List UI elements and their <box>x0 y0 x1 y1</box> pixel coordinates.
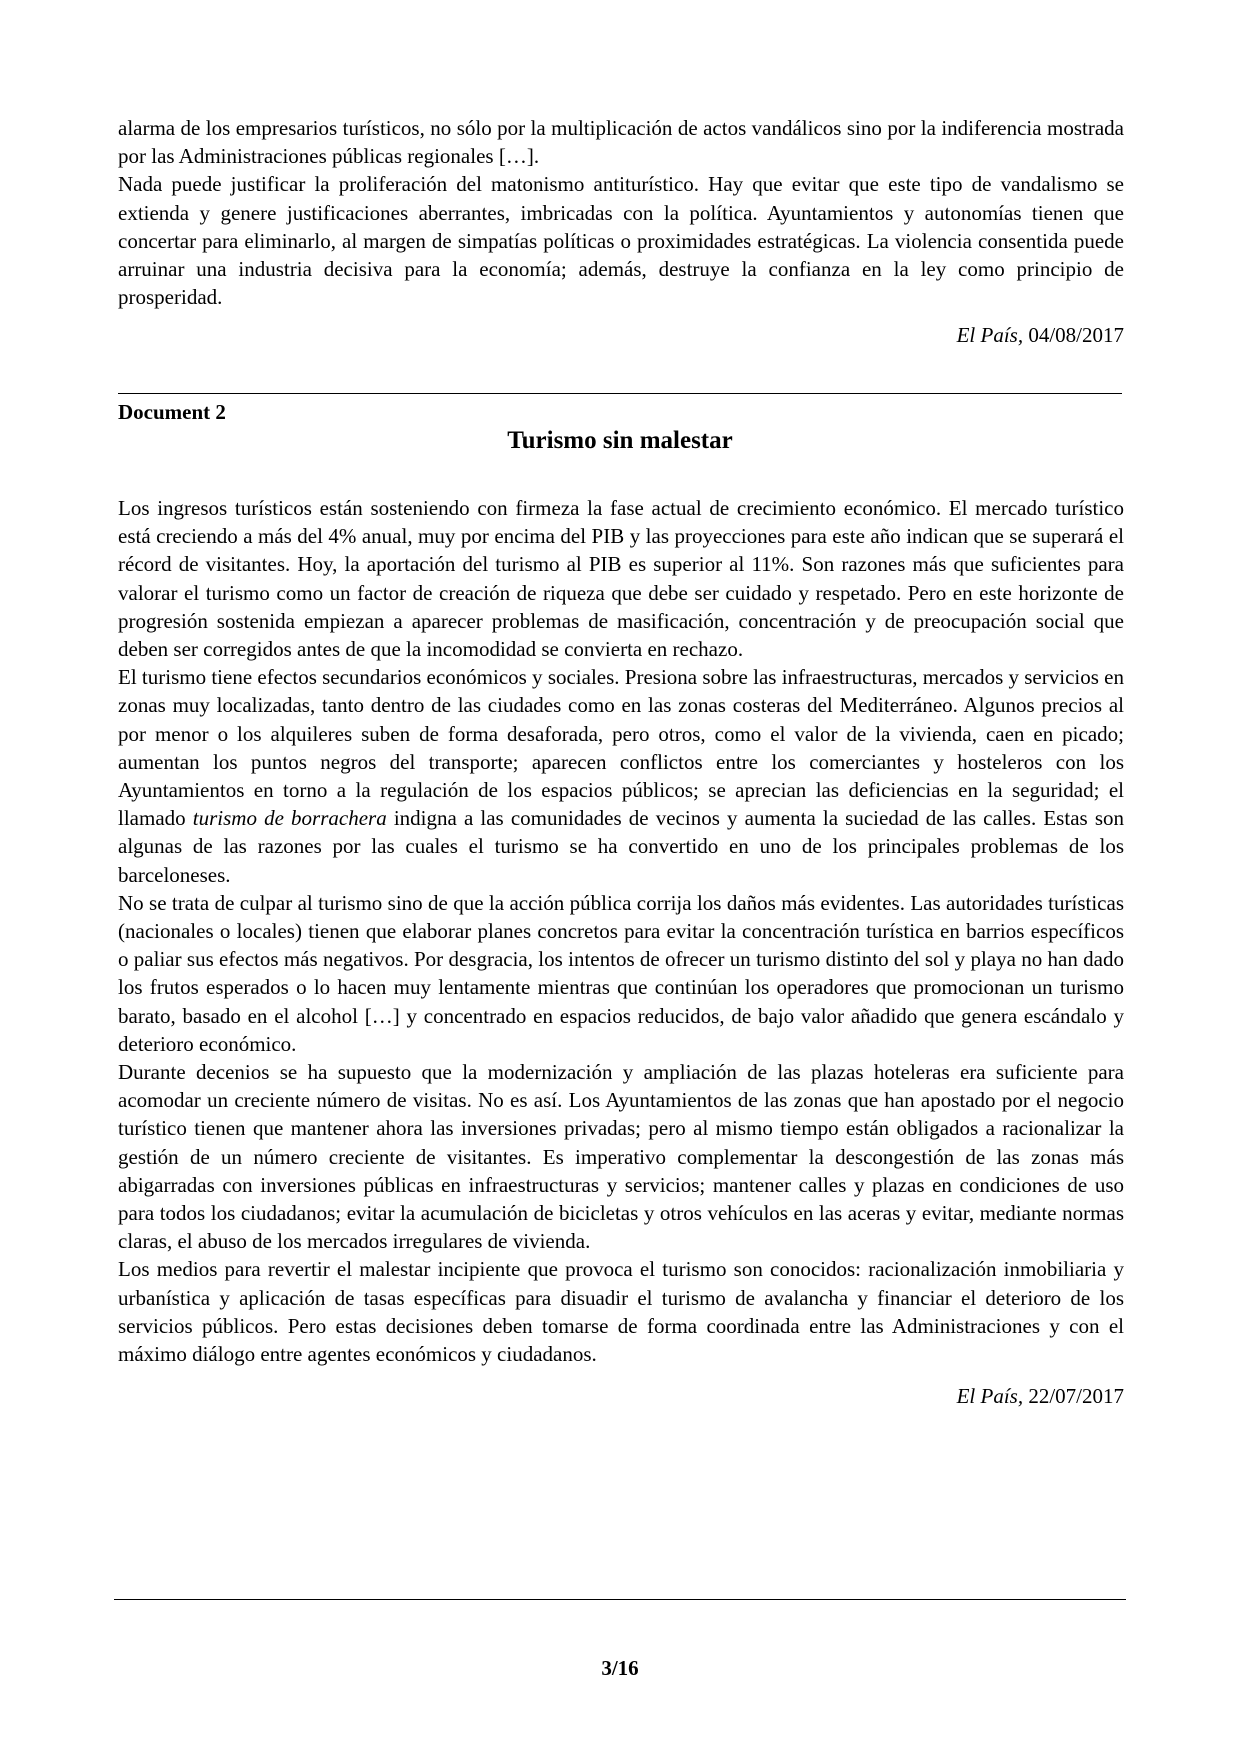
page-number: 3/16 <box>601 1656 639 1680</box>
doc1-source <box>118 321 1124 349</box>
footer-divider <box>114 1599 1126 1600</box>
doc2-paragraph-4: Durante decenios se ha supuesto que la modernización y ampliación de las plazas hoteleras era suficiente para acomodar un creciente número de visitas. No es así. Los Ayuntamientos de las zonas que han apostado por el negocio turístico tienen que mantener ahora las inversiones privadas; pero al mismo tiempo están obligados a racionalizar la gestión de un número creciente de visitantes. Es imperativo complementar la descongestión de las zonas más abigarradas con inversiones públicas en infraestructuras y servicios; mantener calles y plazas en condiciones de uso para todos los ciudadanos; evitar la acumulación de bicicletas y otros vehículos en las aceras y evitar, mediante normas claras, el abuso de los mercados irregulares de vivienda. <box>118 1060 1124 1254</box>
doc2-paragraph-5: Los medios para revertir el malestar incipiente que provoca el turismo son conocidos: racionalización inmobiliaria y urbanística y aplicación de tasas específicas para disuadir el turismo de avalancha y financiar el deterioro de los servicios públicos. Pero estas decisiones deben tomarse de forma coordinada entre las Administraciones y con el máximo diálogo entre agentes económicos y ciudadanos. <box>118 1257 1124 1367</box>
doc1-paragraph-2: Nada puede justificar la proliferación del matonismo antiturístico. Hay que evitar que este tipo de vandalismo se extienda y genere justificaciones aberrantes, imbricadas con la política. Ayuntamientos y autonomías tienen que concertar para eliminarlo, al margen de simpatías políticas o proximidades estratégicas. La violencia consentida puede arruinar una industria decisiva para la economía; además, destruye la confianza en la ley como principio de prosperidad. <box>118 172 1124 310</box>
doc2-source <box>118 1382 1124 1410</box>
doc2-paragraph-2-part-1: El turismo tiene efectos secundarios económicos y sociales. Presiona sobre las infraestructuras, mercados y servicios en zonas muy localizadas, tanto dentro de las ciudades como en las zonas costeras del Mediterráneo. Algunos precios al por menor o los alquileres suben de forma desaforada, pero otros, como el valor de la vivienda, caen en picado; aumentan los puntos negros del transporte; aparecen conflictos entre los comerciantes y hosteleros con los Ayuntamientos en torno a la regulación de los espacios públicos; se aprecian las deficiencias en la seguridad; el llamado <box>118 665 1124 831</box>
document-2-label: Document 2 <box>118 400 226 424</box>
document-2-body <box>118 494 1124 1410</box>
section-divider <box>118 393 1122 394</box>
doc1-source-date: 04/08/2017 <box>1023 323 1124 348</box>
doc2-source-date: 22/07/2017 <box>1023 1384 1124 1409</box>
doc2-paragraph-1: Los ingresos turísticos están sosteniendo con firmeza la fase actual de crecimiento económico. El mercado turístico está creciendo a más del 4% anual, muy por encima del PIB y las proyecciones para este año indican que se superará el récord de visitantes. Hoy, la aportación del turismo al PIB es superior al 11%. Son razones más que suficientes para valorar el turismo como un factor de creación de riqueza que debe ser cuidado y respetado. Pero en este horizonte de progresión sostenida empiezan a aparecer problemas de masificación, concentración y de preocupación social que deben ser corregidos antes de que la incomodidad se convierta en rechazo. <box>118 496 1124 662</box>
doc1-paragraph-1: alarma de los empresarios turísticos, no sólo por la multiplicación de actos vandálicos sino por la indiferencia mostrada por las Administraciones públicas regionales […]. <box>118 116 1124 169</box>
doc2-source-name: El País, <box>956 1384 1024 1409</box>
doc2-paragraph-3: No se trata de culpar al turismo sino de que la acción pública corrija los daños más evidentes. Las autoridades turísticas (nacionales o locales) tienen que elaborar planes concretos para evitar la concentración turística en barrios específicos o paliar sus efectos más negativos. Por desgracia, los intentos de ofrecer un turismo distinto del sol y playa no han dado los frutos esperados o lo hacen muy lentamente mientras que continúan los operadores que promocionan un turismo barato, basado en el alcohol […] y concentrado en espacios reducidos, de bajo valor añadido que genera escándalo y deterioro económico. <box>118 890 1124 1056</box>
doc2-paragraph-2-italic: turismo de borrachera <box>192 806 387 831</box>
doc2-paragraph-2-part-2: indigna a las comunidades de vecinos y aumenta la suciedad de las calles. Estas son algunas de las razones por las cuales el turismo se ha convertido en uno de los principales problemas de los barceloneses. <box>118 806 1124 887</box>
document-2-title: Turismo sin malestar <box>507 427 733 454</box>
document-1-continuation <box>118 114 1124 349</box>
doc1-source-name: El País, <box>956 323 1024 348</box>
doc2-paragraph-2 <box>118 663 1124 889</box>
